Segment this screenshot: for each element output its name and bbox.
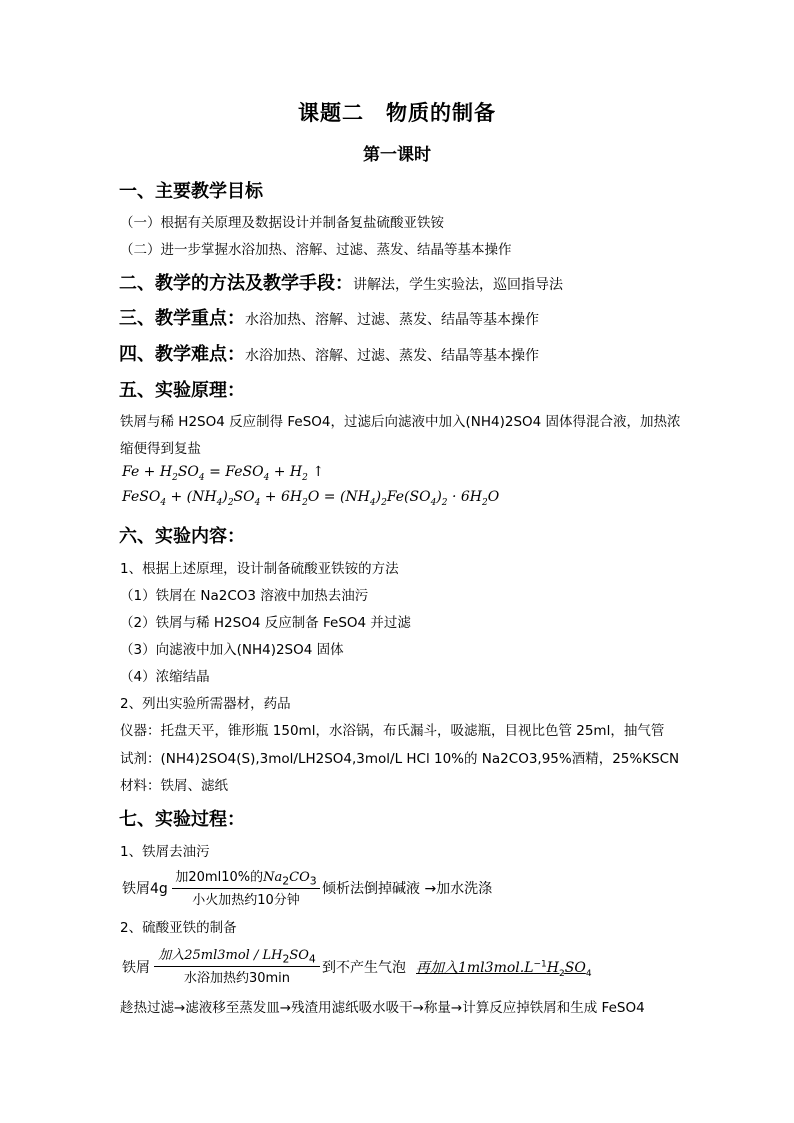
method-step-4: （4）浓缩结晶 — [120, 669, 210, 685]
condition-1-top: 加20ml10%的$Na_2CO_3$ — [175, 870, 317, 888]
process-step-1: 1、铁屑去油污 — [120, 844, 210, 860]
condition-2-top: 加入$25ml3mol / LH_2SO_4$ — [158, 948, 316, 966]
condition-2-bottom: 水浴加热约30min — [183, 970, 291, 986]
section-4 — [119, 340, 539, 366]
section-5-heading: 五、实验原理： — [119, 380, 245, 401]
reagents-line: 试剂：(NH4)2SO4(S),3mol/LH2SO4,3mol/L HCl 10%的 Na2CO3,95%酒精，25%KSCN — [120, 751, 680, 767]
reaction-scheme-2-tail: 再加入$1ml3mol.L^{-1}H_2SO_4$ — [416, 959, 592, 979]
section-2-heading: 二、教学的方法及教学手段： — [119, 273, 353, 294]
condition-1-bottom: 小火加热约10分钟 — [192, 892, 300, 908]
section-4-text: 水浴加热、溶解、过滤、蒸发、结晶等基本操作 — [245, 348, 539, 364]
section-7-heading: 七、实验过程： — [119, 809, 245, 830]
method-step-3: （3）向滤液中加入(NH4)2SO4 固体 — [120, 642, 344, 658]
reaction-scheme-1-condition — [172, 866, 320, 908]
reaction-scheme-1-lead: 铁屑4g — [122, 881, 168, 897]
section-3-heading: 三、教学重点： — [119, 308, 245, 329]
reaction-scheme-1-after: 倾析法倒掉碱液 →加水洗涤 — [322, 881, 493, 897]
materials-line: 材料：铁屑、滤纸 — [120, 778, 228, 794]
section-2 — [119, 269, 563, 295]
equation-1: $Fe + H_2SO_4$ = FeSO$_4$ + $H_2$ ↑ — [122, 464, 325, 483]
reaction-scheme-2-lead: 铁屑 — [122, 960, 150, 976]
document-title: 课题二 物质的制备 — [298, 101, 496, 125]
section-3 — [119, 304, 539, 330]
objective-2: （二）进一步掌握水浴加热、溶解、过滤、蒸发、结晶等基本操作 — [120, 242, 512, 258]
reaction-scheme-2-condition — [154, 944, 320, 986]
method-step-2: （2）铁屑与稀 H2SO4 反应制备 FeSO4 并过滤 — [120, 615, 411, 631]
lesson-subtitle: 第一课时 — [363, 145, 431, 165]
section-1-heading: 一、主要教学目标 — [119, 181, 263, 202]
section-3-text: 水浴加热、溶解、过滤、蒸发、结晶等基本操作 — [245, 312, 539, 328]
section-4-heading: 四、教学难点： — [119, 344, 245, 365]
content-item-2: 2、列出实验所需器材，药品 — [120, 696, 291, 712]
instruments-line: 仪器：托盘天平，锥形瓶 150ml，水浴锅，布氏漏斗，吸滤瓶，目视比色管 25ml，抽气管 — [120, 723, 665, 739]
principle-text-2: 缩便得到复盐 — [120, 441, 201, 457]
principle-text-1: 铁屑与稀 H2SO4 反应制得 FeSO4，过滤后向滤液中加入(NH4)2SO4 固体得混合液，加热浓 — [120, 414, 681, 430]
objective-1: （一）根据有关原理及数据设计并制备复盐硫酸亚铁铵 — [120, 215, 444, 231]
final-procedure-line: 趁热过滤→滤液移至蒸发皿→残渣用滤纸吸水吸干→称量→计算反应掉铁屑和生成 FeSO4 — [120, 1000, 645, 1016]
content-item-1: 1、根据上述原理，设计制备硫酸亚铁铵的方法 — [120, 561, 399, 577]
reaction-scheme-2-mid: 到不产生气泡 — [322, 960, 406, 976]
section-6-heading: 六、实验内容： — [119, 526, 245, 547]
process-step-2: 2、硫酸亚铁的制备 — [120, 920, 237, 936]
equation-2: FeSO$_4$ + $(NH_4)_2SO_4 + 6H_2O = (NH_4)_2Fe(SO_4)_2 \cdot 6H_2O$ — [122, 489, 500, 508]
section-2-text: 讲解法，学生实验法，巡回指导法 — [353, 277, 563, 293]
method-step-1: （1）铁屑在 Na2CO3 溶液中加热去油污 — [120, 588, 369, 604]
